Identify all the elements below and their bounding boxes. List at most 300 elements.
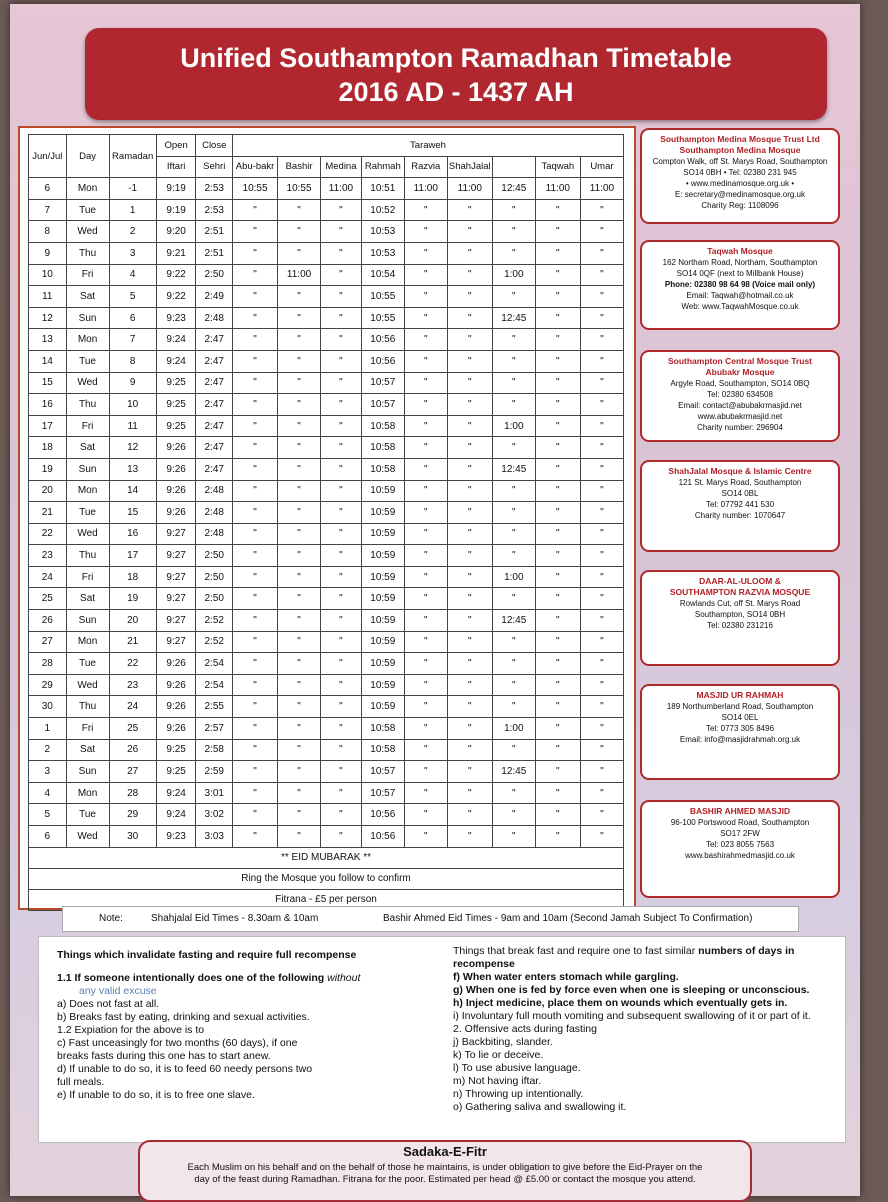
table-cell: " xyxy=(404,523,447,545)
note-label: Note: xyxy=(99,913,123,924)
table-cell: 25 xyxy=(109,718,156,740)
table-cell: 20 xyxy=(29,480,67,502)
table-cell: Tue xyxy=(66,350,109,372)
mosque-detail: 162 Northam Road, Northam, Southampton xyxy=(662,258,818,267)
table-cell: 15 xyxy=(29,372,67,394)
table-cell: " xyxy=(278,545,321,567)
rule-item: full meals. xyxy=(57,1076,105,1088)
table-cell: 10:54 xyxy=(361,264,404,286)
table-cell: " xyxy=(321,718,362,740)
table-cell: Sat xyxy=(66,739,109,761)
table-cell: " xyxy=(232,718,277,740)
mosque-detail: Tel: 0773 305 8496 xyxy=(705,724,775,733)
table-cell: " xyxy=(278,696,321,718)
mosque-detail: SO14 0BH • Tel: 02380 231 945 xyxy=(683,168,797,177)
table-cell: 10:58 xyxy=(361,739,404,761)
table-cell: " xyxy=(580,696,623,718)
table-cell: 10:56 xyxy=(361,826,404,848)
table-cell: 2:57 xyxy=(196,718,233,740)
table-row xyxy=(29,480,624,502)
table-cell: 19 xyxy=(109,588,156,610)
table-cell: " xyxy=(232,826,277,848)
table-cell: 9:22 xyxy=(156,264,196,286)
table-cell: 12:45 xyxy=(492,458,535,480)
table-cell: 3:02 xyxy=(196,804,233,826)
table-cell: " xyxy=(232,458,277,480)
table-cell: 2:47 xyxy=(196,415,233,437)
table-cell: " xyxy=(492,739,535,761)
table-cell: " xyxy=(404,502,447,524)
table-cell: 4 xyxy=(29,782,67,804)
table-cell: " xyxy=(580,480,623,502)
table-cell: 12:45 xyxy=(492,610,535,632)
table-row xyxy=(29,653,624,675)
table-cell: 11:00 xyxy=(278,264,321,286)
table-cell: " xyxy=(321,502,362,524)
table-cell: " xyxy=(278,804,321,826)
table-cell: 17 xyxy=(109,545,156,567)
table-cell: " xyxy=(447,523,492,545)
table-cell: " xyxy=(232,480,277,502)
table-cell: 9:25 xyxy=(156,372,196,394)
table-cell: " xyxy=(404,437,447,459)
table-cell: 10:59 xyxy=(361,674,404,696)
mosque-name: Southampton Medina Mosque xyxy=(679,145,801,155)
eid-note xyxy=(62,906,799,932)
table-cell: 26 xyxy=(29,610,67,632)
table-cell: " xyxy=(321,761,362,783)
table-cell: 10:59 xyxy=(361,588,404,610)
table-cell: 1:00 xyxy=(492,566,535,588)
table-cell: " xyxy=(321,674,362,696)
footer-row: Ring the Mosque you follow to confirm xyxy=(29,868,624,889)
table-cell: " xyxy=(580,804,623,826)
table-cell: Sun xyxy=(66,307,109,329)
table-row xyxy=(29,502,624,524)
table-cell: 23 xyxy=(29,545,67,567)
table-cell: 2:48 xyxy=(196,523,233,545)
table-cell: 10:56 xyxy=(361,329,404,351)
table-cell: " xyxy=(580,372,623,394)
table-cell: " xyxy=(580,739,623,761)
mosque-detail: Compton Walk, off St. Marys Road, Southampton xyxy=(652,157,828,166)
table-cell: 10:59 xyxy=(361,610,404,632)
table-cell: " xyxy=(404,826,447,848)
table-cell: " xyxy=(580,782,623,804)
table-cell: " xyxy=(492,372,535,394)
table-cell: Tue xyxy=(66,653,109,675)
table-cell: Wed xyxy=(66,523,109,545)
mosque-detail: • www.medinamosque.org.uk • xyxy=(685,179,795,188)
table-cell: 22 xyxy=(109,653,156,675)
table-cell: Sun xyxy=(66,458,109,480)
table-cell: 10:56 xyxy=(361,350,404,372)
table-cell: " xyxy=(232,696,277,718)
table-cell: " xyxy=(580,221,623,243)
table-cell: 9:25 xyxy=(156,761,196,783)
header-mosque: Umar xyxy=(580,156,623,178)
mosque-detail: Email: info@masjidrahmah.org.uk xyxy=(679,735,801,744)
table-cell: " xyxy=(321,653,362,675)
rule-item: b) Breaks fast by eating, drinking and sexual activities. xyxy=(57,1011,310,1023)
ramadan-timetable xyxy=(28,134,624,911)
table-cell: " xyxy=(278,372,321,394)
table-cell: " xyxy=(404,588,447,610)
rule-item: m) Not having iftar. xyxy=(453,1075,542,1087)
table-cell: " xyxy=(580,458,623,480)
fasting-rules xyxy=(38,936,846,1143)
rule-item: k) To lie or deceive. xyxy=(453,1049,544,1061)
title-line1: Unified Southampton Ramadhan Timetable xyxy=(180,43,732,73)
table-cell: " xyxy=(580,242,623,264)
table-row xyxy=(29,545,624,567)
table-cell: " xyxy=(321,286,362,308)
table-cell: 8 xyxy=(109,350,156,372)
table-cell: " xyxy=(232,286,277,308)
table-cell: " xyxy=(492,242,535,264)
rule-item: l) To use abusive language. xyxy=(453,1062,581,1074)
header-sehri: Sehri xyxy=(196,156,233,178)
header-mosque: Medina xyxy=(321,156,362,178)
table-cell: " xyxy=(232,566,277,588)
table-cell: " xyxy=(404,718,447,740)
footer-row: ** EID MUBARAK ** xyxy=(29,847,624,868)
rule-item: i) Involuntary full mouth vomiting and subsequent swallowing of it or part of it. xyxy=(453,1010,811,1022)
table-cell: 9:22 xyxy=(156,286,196,308)
table-cell: Sat xyxy=(66,437,109,459)
table-cell: " xyxy=(580,610,623,632)
table-cell: " xyxy=(535,286,580,308)
table-cell: 10:52 xyxy=(361,199,404,221)
table-cell: 1:00 xyxy=(492,718,535,740)
table-cell: " xyxy=(321,545,362,567)
table-cell: " xyxy=(278,502,321,524)
table-cell: " xyxy=(404,394,447,416)
table-cell: " xyxy=(447,437,492,459)
table-cell: " xyxy=(492,286,535,308)
table-cell: 11 xyxy=(109,415,156,437)
table-cell: " xyxy=(232,523,277,545)
left-sub: 1.1 If someone intentionally does one of the following xyxy=(57,972,325,984)
rule-item: d) If unable to do so, it is to feed 60 needy persons two xyxy=(57,1063,313,1075)
table-cell: " xyxy=(232,307,277,329)
right-heading1: Things that break fast and require one to fast similar xyxy=(453,945,696,957)
table-cell: 19 xyxy=(29,458,67,480)
table-cell: 9:26 xyxy=(156,480,196,502)
header-ramadan: Ramadan xyxy=(109,135,156,178)
title-banner xyxy=(85,28,827,120)
table-cell: " xyxy=(278,480,321,502)
table-cell: " xyxy=(278,221,321,243)
table-cell: 9:24 xyxy=(156,804,196,826)
table-cell: " xyxy=(232,329,277,351)
table-cell: 27 xyxy=(109,761,156,783)
table-cell: " xyxy=(492,480,535,502)
table-cell: 5 xyxy=(29,804,67,826)
table-cell: " xyxy=(232,782,277,804)
table-cell: " xyxy=(492,221,535,243)
mosque-name: BASHIR AHMED MASJID xyxy=(689,806,791,816)
table-cell: " xyxy=(535,199,580,221)
table-cell: 2:49 xyxy=(196,286,233,308)
header-mosque: Rahmah xyxy=(361,156,404,178)
table-cell: " xyxy=(535,631,580,653)
table-cell: " xyxy=(232,372,277,394)
table-cell: 28 xyxy=(109,782,156,804)
table-row xyxy=(29,826,624,848)
table-cell: " xyxy=(447,415,492,437)
table-cell: " xyxy=(232,394,277,416)
table-cell: " xyxy=(232,631,277,653)
table-cell: 14 xyxy=(29,350,67,372)
table-cell: " xyxy=(580,631,623,653)
table-cell: 10:59 xyxy=(361,523,404,545)
rule-item: c) Fast unceasingly for two months (60 days), if one xyxy=(57,1037,298,1049)
table-cell: 9:27 xyxy=(156,588,196,610)
table-cell: Thu xyxy=(66,242,109,264)
table-cell: " xyxy=(321,329,362,351)
table-cell: " xyxy=(580,718,623,740)
table-cell: " xyxy=(580,545,623,567)
table-cell: " xyxy=(232,415,277,437)
table-cell: 9:26 xyxy=(156,458,196,480)
rule-item: n) Throwing up intentionally. xyxy=(453,1088,584,1100)
table-cell: " xyxy=(447,394,492,416)
table-cell: 2:54 xyxy=(196,653,233,675)
table-cell: " xyxy=(278,566,321,588)
table-cell: 9:27 xyxy=(156,631,196,653)
table-cell: " xyxy=(321,415,362,437)
table-cell: 27 xyxy=(29,631,67,653)
table-cell: " xyxy=(492,782,535,804)
table-cell: 12:45 xyxy=(492,761,535,783)
table-cell: 9:20 xyxy=(156,221,196,243)
table-cell: 2:59 xyxy=(196,761,233,783)
table-cell: " xyxy=(447,566,492,588)
table-cell: " xyxy=(404,674,447,696)
table-cell: " xyxy=(404,739,447,761)
table-cell: 21 xyxy=(109,631,156,653)
table-cell: " xyxy=(447,286,492,308)
table-row xyxy=(29,221,624,243)
table-cell: " xyxy=(580,415,623,437)
table-cell: 1 xyxy=(109,199,156,221)
table-cell: " xyxy=(492,545,535,567)
table-cell: 2:52 xyxy=(196,631,233,653)
table-row xyxy=(29,242,624,264)
table-cell: 9:26 xyxy=(156,437,196,459)
table-cell: 9:25 xyxy=(156,739,196,761)
table-cell: " xyxy=(447,372,492,394)
table-cell: " xyxy=(321,523,362,545)
rule-item: breaks fasts during this one has to start anew. xyxy=(57,1050,271,1062)
title-line2: 2016 AD - 1437 AH xyxy=(338,77,574,107)
table-cell: 9:23 xyxy=(156,826,196,848)
table-cell: " xyxy=(404,199,447,221)
table-cell: 6 xyxy=(29,826,67,848)
table-cell: " xyxy=(321,372,362,394)
table-cell: " xyxy=(278,242,321,264)
header-mosque: ShahJalal xyxy=(447,156,492,178)
mosque-detail: Tel: 02380 231216 xyxy=(707,621,773,630)
header-mosque: Razvia xyxy=(404,156,447,178)
table-cell: " xyxy=(278,718,321,740)
table-cell: Thu xyxy=(66,394,109,416)
table-cell: 10:59 xyxy=(361,480,404,502)
table-cell: 21 xyxy=(29,502,67,524)
table-cell: 2:47 xyxy=(196,329,233,351)
table-cell: 2:53 xyxy=(196,178,233,200)
table-cell: " xyxy=(232,242,277,264)
table-cell: 10:59 xyxy=(361,631,404,653)
table-row xyxy=(29,782,624,804)
table-cell: " xyxy=(447,631,492,653)
mosque-detail: Charity Reg: 1108096 xyxy=(701,201,779,210)
table-cell: " xyxy=(232,199,277,221)
table-cell: Sun xyxy=(66,761,109,783)
table-cell: 10:51 xyxy=(361,178,404,200)
table-cell: " xyxy=(535,696,580,718)
table-cell: " xyxy=(535,674,580,696)
header-date: Jun/Jul xyxy=(29,135,67,178)
rule-item: o) Gathering saliva and swallowing it. xyxy=(453,1101,627,1113)
table-cell: 24 xyxy=(29,566,67,588)
table-cell: 2 xyxy=(29,739,67,761)
table-cell: " xyxy=(535,502,580,524)
table-row xyxy=(29,329,624,351)
mosque-detail: Web: www.TaqwahMosque.co.uk xyxy=(681,302,799,311)
table-cell: " xyxy=(321,804,362,826)
table-cell: " xyxy=(321,221,362,243)
table-cell: 8 xyxy=(29,221,67,243)
table-cell: 10:55 xyxy=(361,286,404,308)
table-cell: 2:47 xyxy=(196,437,233,459)
mosque-detail: SO14 0EL xyxy=(721,713,759,722)
table-cell: " xyxy=(232,545,277,567)
mosque-detail: SO14 0BL xyxy=(721,489,759,498)
header-iftari: Iftari xyxy=(156,156,196,178)
table-cell: " xyxy=(492,437,535,459)
table-cell: " xyxy=(580,350,623,372)
mosque-name: Taqwah Mosque xyxy=(707,246,773,256)
table-cell: " xyxy=(232,350,277,372)
table-cell: 12 xyxy=(29,307,67,329)
table-cell: " xyxy=(447,739,492,761)
table-cell: 18 xyxy=(29,437,67,459)
note-bashir: Bashir Ahmed Eid Times - 9am and 10am (Second Jamah Subject To Confirmation) xyxy=(383,913,753,924)
table-cell: 10:57 xyxy=(361,761,404,783)
table-cell: 10:53 xyxy=(361,221,404,243)
table-cell: " xyxy=(447,242,492,264)
table-cell: 10:57 xyxy=(361,372,404,394)
table-cell: " xyxy=(404,372,447,394)
table-cell: 10:59 xyxy=(361,653,404,675)
table-cell: " xyxy=(447,782,492,804)
sadaka-line1: Each Muslim on his behalf and on the behalf of those he maintains, is under obligation to give before the Eid-Prayer on the xyxy=(187,1162,703,1173)
table-cell: 5 xyxy=(109,286,156,308)
sadaka-title: Sadaka-E-Fitr xyxy=(403,1144,487,1159)
table-cell: " xyxy=(580,566,623,588)
mosque-detail: Charity number: 296904 xyxy=(697,423,783,432)
table-cell: " xyxy=(321,826,362,848)
table-cell: Mon xyxy=(66,631,109,653)
table-cell: " xyxy=(535,739,580,761)
table-cell: 30 xyxy=(109,826,156,848)
table-cell: 3:01 xyxy=(196,782,233,804)
table-cell: 9:27 xyxy=(156,523,196,545)
table-cell: Mon xyxy=(66,480,109,502)
table-cell: " xyxy=(404,631,447,653)
table-cell: " xyxy=(278,610,321,632)
table-cell: Sun xyxy=(66,610,109,632)
table-cell: " xyxy=(404,653,447,675)
table-cell: " xyxy=(232,761,277,783)
header-mosque: Taqwah xyxy=(535,156,580,178)
table-cell: 9:24 xyxy=(156,350,196,372)
table-cell: " xyxy=(404,307,447,329)
mosque-card xyxy=(640,800,840,898)
mosque-card xyxy=(640,350,840,442)
table-cell: 10:55 xyxy=(361,307,404,329)
table-cell: " xyxy=(404,458,447,480)
table-cell: 9 xyxy=(29,242,67,264)
table-cell: " xyxy=(321,588,362,610)
table-cell: " xyxy=(321,199,362,221)
table-cell: " xyxy=(535,588,580,610)
table-cell: " xyxy=(447,221,492,243)
table-row xyxy=(29,178,624,200)
table-cell: " xyxy=(321,610,362,632)
table-cell: 11:00 xyxy=(404,178,447,200)
table-cell: " xyxy=(535,523,580,545)
header-mosque: Bashir xyxy=(278,156,321,178)
table-cell: " xyxy=(580,761,623,783)
rule-item: a) Does not fast at all. xyxy=(57,998,160,1010)
table-cell: " xyxy=(580,307,623,329)
table-cell: " xyxy=(278,782,321,804)
table-cell: " xyxy=(447,458,492,480)
table-cell: Sat xyxy=(66,286,109,308)
mosque-detail: Argyle Road, Southampton, SO14 0BQ xyxy=(670,379,810,388)
table-cell: " xyxy=(447,545,492,567)
table-cell: " xyxy=(580,286,623,308)
table-cell: 23 xyxy=(109,674,156,696)
table-cell: " xyxy=(447,199,492,221)
header-mosque xyxy=(492,156,535,178)
table-cell: " xyxy=(580,329,623,351)
table-cell: 2:54 xyxy=(196,674,233,696)
table-cell: " xyxy=(321,437,362,459)
rule-item: 2. Offensive acts during fasting xyxy=(453,1023,597,1035)
table-cell: " xyxy=(321,782,362,804)
header-mosque: Abu-bakr xyxy=(232,156,277,178)
table-cell: 18 xyxy=(109,566,156,588)
mosque-detail: Email: Taqwah@hotmail.co.uk xyxy=(686,291,794,300)
table-cell: " xyxy=(492,826,535,848)
table-cell: 7 xyxy=(109,329,156,351)
table-cell: 29 xyxy=(109,804,156,826)
table-cell: " xyxy=(321,631,362,653)
table-cell: Fri xyxy=(66,415,109,437)
table-cell: " xyxy=(278,674,321,696)
table-cell: " xyxy=(492,804,535,826)
table-cell: " xyxy=(492,199,535,221)
header-open: Open xyxy=(156,135,196,157)
table-cell: 11:00 xyxy=(580,178,623,200)
table-cell: Mon xyxy=(66,178,109,200)
table-cell: " xyxy=(232,588,277,610)
table-cell: " xyxy=(535,653,580,675)
